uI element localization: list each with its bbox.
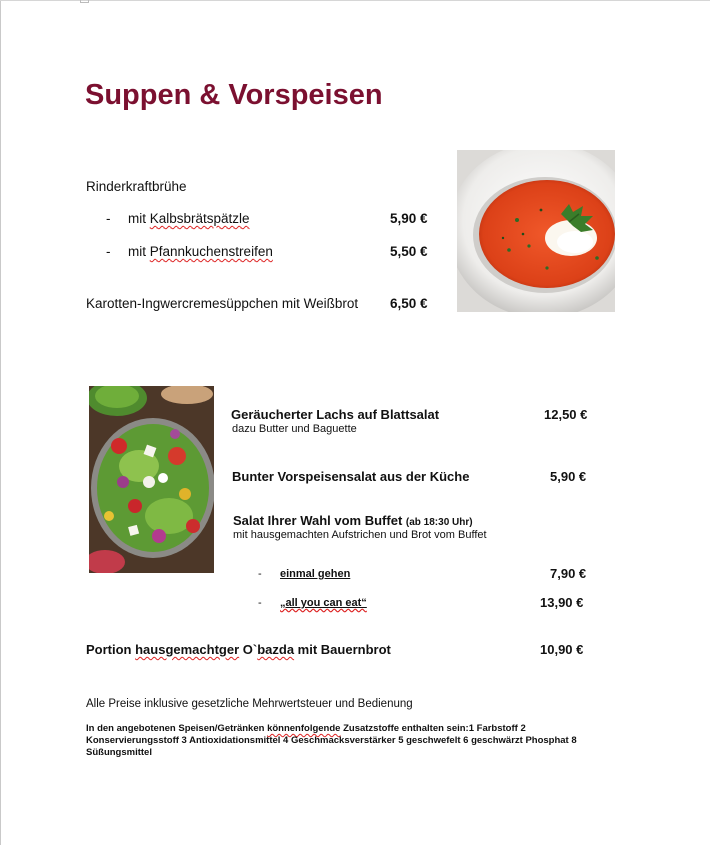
- soup-option-spaetzle-price: 5,90 €: [390, 211, 428, 226]
- starter-buffet-sub: mit hausgemachten Aufstrichen und Brot vom Buffet: [233, 529, 487, 541]
- buffet-option-all-you-can-eat-price: 13,90 €: [540, 595, 584, 610]
- starter-mixed-salad-name: Bunter Vorspeisensalat aus der Küche: [232, 469, 470, 484]
- soup-option-pancake: mit Pfannkuchenstreifen: [128, 244, 273, 259]
- starter-salmon-sub: dazu Butter und Baguette: [232, 423, 357, 435]
- starter-obazda-price: 10,90 €: [540, 642, 584, 657]
- buffet-option-all-you-can-eat: „all you can eat“: [280, 597, 367, 609]
- soup-option-spaetzle: mit Kalbsbrätspätzle: [128, 211, 250, 226]
- starter-buffet-name: Salat Ihrer Wahl vom Buffet (ab 18:30 Uhr): [233, 513, 473, 528]
- soup-option-dash: -: [106, 211, 111, 226]
- buffet-option-dash: -: [258, 597, 262, 609]
- page-border-left: [0, 0, 1, 845]
- soup-carrot-name: Karotten-Ingwercremesüppchen mit Weißbrot: [86, 296, 359, 311]
- starter-salmon-name: Geräucherter Lachs auf Blattsalat: [231, 407, 440, 422]
- soup-option-pancake-price: 5,50 €: [390, 244, 428, 259]
- soup-photo: [457, 150, 615, 312]
- starter-salmon-price: 12,50 €: [544, 407, 588, 422]
- additives-note: In den angebotenen Speisen/Getränken könnenfolgende Zusatzstoffe enthalten sein:1 Farbstoff 2 Konservierungsstoff 3 Antioxidationsmittel 4 Geschmacksverstärker 5 geschwefelt 6 geschwärzt Phosphat 8 Süßungsmittel: [86, 723, 577, 758]
- page-border-top: [0, 0, 710, 1]
- soup-option-dash: -: [106, 244, 111, 259]
- soup-beef-broth-name: Rinderkraftbrühe: [86, 179, 187, 194]
- buffet-option-dash: -: [258, 568, 262, 580]
- starter-obazda-name: Portion hausgemachtger O`bazda mit Bauernbrot: [86, 642, 391, 657]
- starter-mixed-salad-price: 5,90 €: [550, 469, 587, 484]
- buffet-option-once: einmal gehen: [280, 568, 351, 580]
- buffet-option-once-price: 7,90 €: [550, 566, 587, 581]
- page-title: Suppen & Vorspeisen: [85, 79, 383, 111]
- soup-carrot-price: 6,50 €: [390, 296, 428, 311]
- salad-photo: [89, 386, 214, 573]
- prices-note: Alle Preise inklusive gesetzliche Mehrwertsteuer und Bedienung: [86, 698, 413, 710]
- text-boundary-mark: [80, 0, 89, 3]
